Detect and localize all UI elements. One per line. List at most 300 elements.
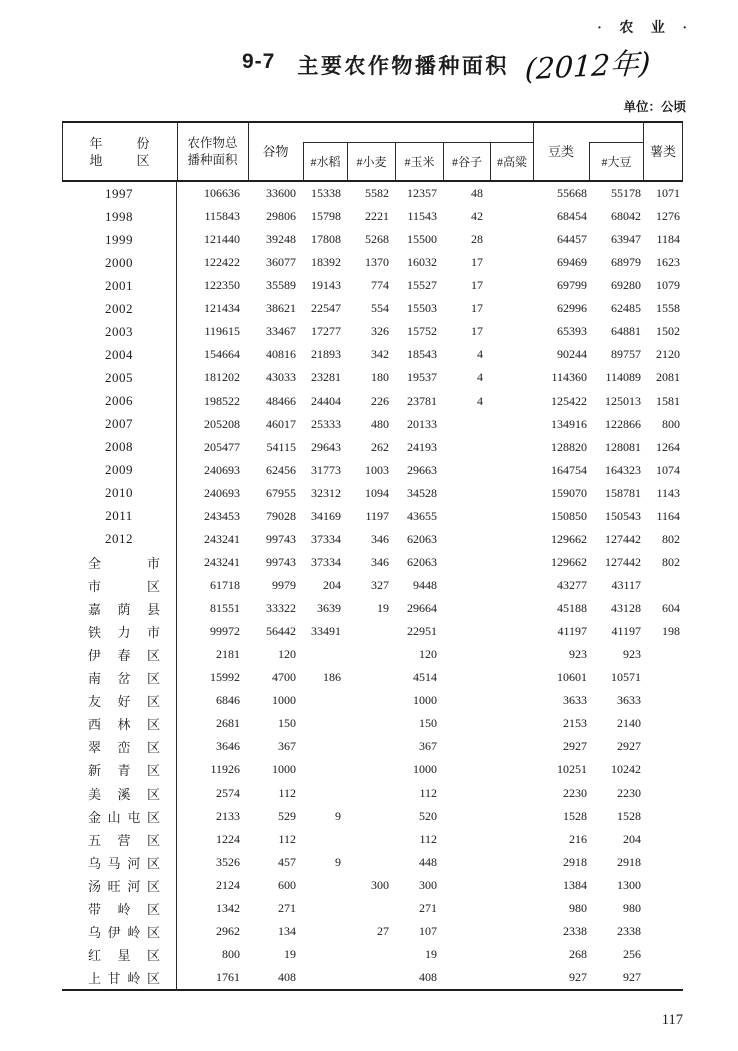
row-label: 2005 bbox=[62, 366, 177, 389]
cell-#谷子: 48 bbox=[471, 186, 483, 201]
cell-豆类: 216 bbox=[569, 831, 587, 846]
cell-谷物: 271 bbox=[278, 900, 296, 915]
row-label: 西 林 区 bbox=[62, 712, 177, 735]
row-label: 2000 bbox=[62, 251, 177, 274]
cell-#小麦: 19 bbox=[377, 601, 389, 616]
table-header bbox=[62, 121, 683, 182]
cell-谷物: 43033 bbox=[266, 370, 296, 385]
cell-#玉米: 367 bbox=[419, 739, 437, 754]
cell-谷物: 9979 bbox=[272, 577, 296, 592]
cell-#小麦: 1003 bbox=[365, 462, 389, 477]
cell-农作物总播种面积: 2124 bbox=[216, 877, 240, 892]
cell-#大豆: 164323 bbox=[605, 462, 641, 477]
cell-#小麦: 1370 bbox=[365, 255, 389, 270]
cell-#小麦: 774 bbox=[371, 278, 389, 293]
cell-#小麦: 326 bbox=[371, 324, 389, 339]
cell-#小麦: 1094 bbox=[365, 485, 389, 500]
cell-豆类: 114360 bbox=[551, 370, 587, 385]
cell-农作物总播种面积: 243453 bbox=[204, 508, 240, 523]
cell-农作物总播种面积: 122422 bbox=[204, 255, 240, 270]
cell-豆类: 65393 bbox=[557, 324, 587, 339]
page-number: 117 bbox=[661, 1012, 683, 1028]
table-row bbox=[62, 436, 683, 459]
cell-#玉米: 112 bbox=[419, 785, 437, 800]
cell-#水稻: 24404 bbox=[311, 393, 341, 408]
cell-#大豆: 1528 bbox=[617, 808, 641, 823]
cell-谷物: 54115 bbox=[266, 439, 296, 454]
cell-#小麦: 5268 bbox=[365, 232, 389, 247]
row-label: 上甘岭区 bbox=[62, 966, 177, 989]
cell-豆类: 2338 bbox=[563, 923, 587, 938]
cell-薯类: 1623 bbox=[656, 255, 680, 270]
row-label: 金山屯区 bbox=[62, 805, 177, 828]
table-row bbox=[62, 505, 683, 528]
cell-#大豆: 980 bbox=[623, 900, 641, 915]
cell-豆类: 2918 bbox=[563, 854, 587, 869]
row-label: 伊 春 区 bbox=[62, 643, 177, 666]
cell-谷物: 48466 bbox=[266, 393, 296, 408]
cell-农作物总播种面积: 15992 bbox=[210, 670, 240, 685]
cell-豆类: 125422 bbox=[551, 393, 587, 408]
cell-谷物: 36077 bbox=[266, 255, 296, 270]
cell-#大豆: 204 bbox=[623, 831, 641, 846]
header-year-region: 年 份 地 区 bbox=[89, 135, 150, 168]
row-label: 2003 bbox=[62, 320, 177, 343]
cell-#水稻: 23281 bbox=[311, 370, 341, 385]
cell-#玉米: 112 bbox=[419, 831, 437, 846]
row-label: 乌伊岭区 bbox=[62, 920, 177, 943]
row-label: 红 星 区 bbox=[62, 943, 177, 966]
cell-#水稻: 37334 bbox=[311, 554, 341, 569]
row-label: 2007 bbox=[62, 413, 177, 436]
cell-农作物总播种面积: 2133 bbox=[216, 808, 240, 823]
unit-label: 单位：公顷 bbox=[623, 100, 686, 114]
cell-#大豆: 2140 bbox=[617, 716, 641, 731]
row-label: 美 溪 区 bbox=[62, 781, 177, 804]
cell-农作物总播种面积: 154664 bbox=[204, 347, 240, 362]
table-row bbox=[62, 482, 683, 505]
row-label: 2011 bbox=[62, 505, 177, 528]
cell-#小麦: 346 bbox=[371, 554, 389, 569]
cell-谷物: 408 bbox=[278, 969, 296, 984]
cell-薯类: 1143 bbox=[656, 485, 680, 500]
cell-豆类: 10251 bbox=[557, 762, 587, 777]
cell-农作物总播种面积: 1224 bbox=[216, 831, 240, 846]
table-row bbox=[62, 413, 683, 436]
table-row bbox=[62, 828, 683, 851]
cell-#大豆: 923 bbox=[623, 647, 641, 662]
cell-农作物总播种面积: 243241 bbox=[204, 554, 240, 569]
table-row bbox=[62, 666, 683, 689]
cell-#大豆: 127442 bbox=[605, 531, 641, 546]
cell-薯类: 198 bbox=[662, 624, 680, 639]
cell-#大豆: 43128 bbox=[611, 601, 641, 616]
row-label: 市 区 bbox=[62, 574, 177, 597]
cell-豆类: 129662 bbox=[551, 554, 587, 569]
row-label: 翠 峦 区 bbox=[62, 735, 177, 758]
cell-#玉米: 34528 bbox=[407, 485, 437, 500]
table-row bbox=[62, 943, 683, 966]
row-label: 2006 bbox=[62, 390, 177, 413]
cell-农作物总播种面积: 3646 bbox=[216, 739, 240, 754]
row-label: 友 好 区 bbox=[62, 689, 177, 712]
header-cereals: 谷物 bbox=[262, 144, 289, 159]
cell-谷物: 112 bbox=[278, 785, 296, 800]
cell-#谷子: 17 bbox=[471, 301, 483, 316]
cell-薯类: 802 bbox=[662, 531, 680, 546]
table-row bbox=[62, 735, 683, 758]
cell-豆类: 90244 bbox=[557, 347, 587, 362]
table-row bbox=[62, 366, 683, 389]
row-label: 南 岔 区 bbox=[62, 666, 177, 689]
cell-#玉米: 448 bbox=[419, 854, 437, 869]
cell-#玉米: 120 bbox=[419, 647, 437, 662]
cell-豆类: 129662 bbox=[551, 531, 587, 546]
cell-谷物: 33467 bbox=[266, 324, 296, 339]
cell-农作物总播种面积: 2681 bbox=[216, 716, 240, 731]
cell-薯类: 2081 bbox=[656, 370, 680, 385]
header-beans: 豆类 bbox=[547, 144, 574, 159]
cell-谷物: 67955 bbox=[266, 485, 296, 500]
cell-豆类: 1384 bbox=[563, 877, 587, 892]
cell-谷物: 40816 bbox=[266, 347, 296, 362]
cell-豆类: 164754 bbox=[551, 462, 587, 477]
cell-谷物: 62456 bbox=[266, 462, 296, 477]
cell-#大豆: 69280 bbox=[611, 278, 641, 293]
cell-#水稻: 3639 bbox=[317, 601, 341, 616]
cell-#玉米: 11543 bbox=[407, 209, 437, 224]
row-label: 乌马河区 bbox=[62, 851, 177, 874]
cell-农作物总播种面积: 11926 bbox=[210, 762, 240, 777]
cell-#小麦: 2221 bbox=[365, 209, 389, 224]
cell-农作物总播种面积: 81551 bbox=[210, 601, 240, 616]
row-label: 汤旺河区 bbox=[62, 874, 177, 897]
table-row bbox=[62, 597, 683, 620]
cell-#大豆: 64881 bbox=[611, 324, 641, 339]
cell-薯类: 1164 bbox=[656, 508, 680, 523]
cell-谷物: 120 bbox=[278, 647, 296, 662]
cell-#谷子: 4 bbox=[477, 370, 483, 385]
cell-#水稻: 33491 bbox=[311, 624, 341, 639]
cell-#玉米: 62063 bbox=[407, 531, 437, 546]
cell-谷物: 33322 bbox=[266, 601, 296, 616]
header-soybean: #大豆 bbox=[589, 142, 643, 180]
cell-豆类: 43277 bbox=[557, 577, 587, 592]
cell-#大豆: 55178 bbox=[611, 186, 641, 201]
cell-薯类: 1074 bbox=[656, 462, 680, 477]
handwritten-year-annotation: (2012年) bbox=[523, 45, 652, 87]
row-label: 2002 bbox=[62, 297, 177, 320]
cell-#玉米: 150 bbox=[419, 716, 437, 731]
cell-#水稻: 32312 bbox=[311, 485, 341, 500]
table-row bbox=[62, 712, 683, 735]
row-label: 1999 bbox=[62, 228, 177, 251]
cell-#大豆: 63947 bbox=[611, 232, 641, 247]
cell-农作物总播种面积: 2181 bbox=[216, 647, 240, 662]
cell-#玉米: 271 bbox=[419, 900, 437, 915]
cell-#水稻: 31773 bbox=[311, 462, 341, 477]
cell-#玉米: 4514 bbox=[413, 670, 437, 685]
header-millet: #谷子 bbox=[443, 142, 490, 180]
cell-薯类: 1264 bbox=[656, 439, 680, 454]
cell-谷物: 457 bbox=[278, 854, 296, 869]
cell-薯类: 1276 bbox=[656, 209, 680, 224]
cell-#大豆: 10242 bbox=[611, 762, 641, 777]
cell-豆类: 68454 bbox=[557, 209, 587, 224]
header-total-sown-area: 农作物总 播种面积 bbox=[187, 135, 238, 167]
row-label: 新 青 区 bbox=[62, 758, 177, 781]
cell-薯类: 1184 bbox=[656, 232, 680, 247]
cell-豆类: 1528 bbox=[563, 808, 587, 823]
cell-谷物: 46017 bbox=[266, 416, 296, 431]
cell-#小麦: 300 bbox=[371, 877, 389, 892]
cell-#大豆: 2927 bbox=[617, 739, 641, 754]
cell-#玉米: 19 bbox=[425, 946, 437, 961]
cell-#水稻: 25333 bbox=[311, 416, 341, 431]
table-row bbox=[62, 320, 683, 343]
cell-#大豆: 927 bbox=[623, 969, 641, 984]
cell-#小麦: 327 bbox=[371, 577, 389, 592]
cell-#玉米: 29663 bbox=[407, 462, 437, 477]
cell-谷物: 99743 bbox=[266, 531, 296, 546]
cell-#玉米: 16032 bbox=[407, 255, 437, 270]
cell-#玉米: 43655 bbox=[407, 508, 437, 523]
cell-#大豆: 127442 bbox=[605, 554, 641, 569]
table-body bbox=[62, 182, 683, 991]
table-row bbox=[62, 205, 683, 228]
cell-#大豆: 114089 bbox=[605, 370, 641, 385]
cell-#小麦: 480 bbox=[371, 416, 389, 431]
cell-谷物: 19 bbox=[284, 946, 296, 961]
cell-豆类: 923 bbox=[569, 647, 587, 662]
cell-#水稻: 29643 bbox=[311, 439, 341, 454]
cell-#大豆: 41197 bbox=[611, 624, 641, 639]
row-label: 嘉 荫 县 bbox=[62, 597, 177, 620]
cell-#玉米: 9448 bbox=[413, 577, 437, 592]
table-row bbox=[62, 228, 683, 251]
cell-谷物: 4700 bbox=[272, 670, 296, 685]
cell-农作物总播种面积: 115843 bbox=[204, 209, 240, 224]
cell-豆类: 69799 bbox=[557, 278, 587, 293]
cell-农作物总播种面积: 121434 bbox=[204, 301, 240, 316]
cell-#大豆: 43117 bbox=[611, 577, 641, 592]
cell-农作物总播种面积: 3526 bbox=[216, 854, 240, 869]
row-label: 1997 bbox=[62, 182, 177, 205]
cell-#大豆: 10571 bbox=[611, 670, 641, 685]
table-row bbox=[62, 851, 683, 874]
cell-豆类: 64457 bbox=[557, 232, 587, 247]
cell-谷物: 150 bbox=[278, 716, 296, 731]
table-row bbox=[62, 574, 683, 597]
cell-农作物总播种面积: 2962 bbox=[216, 923, 240, 938]
row-label: 2009 bbox=[62, 459, 177, 482]
cell-#小麦: 342 bbox=[371, 347, 389, 362]
row-label: 2004 bbox=[62, 343, 177, 366]
row-label: 全 市 bbox=[62, 551, 177, 574]
cell-#谷子: 4 bbox=[477, 393, 483, 408]
cell-薯类: 1502 bbox=[656, 324, 680, 339]
cell-谷物: 35589 bbox=[266, 278, 296, 293]
cell-豆类: 3633 bbox=[563, 693, 587, 708]
header-sorghum: #高粱 bbox=[490, 142, 533, 180]
table-row bbox=[62, 620, 683, 643]
section-label: · 农 业 · bbox=[597, 21, 694, 36]
cell-#玉米: 18543 bbox=[407, 347, 437, 362]
cell-#玉米: 15752 bbox=[407, 324, 437, 339]
cell-#水稻: 22547 bbox=[311, 301, 341, 316]
header-corn: #玉米 bbox=[395, 142, 443, 180]
cell-农作物总播种面积: 240693 bbox=[204, 485, 240, 500]
cell-#水稻: 15798 bbox=[311, 209, 341, 224]
cell-#水稻: 17277 bbox=[311, 324, 341, 339]
row-label: 带 岭 区 bbox=[62, 897, 177, 920]
cell-#玉米: 408 bbox=[419, 969, 437, 984]
cell-薯类: 800 bbox=[662, 416, 680, 431]
cell-农作物总播种面积: 1342 bbox=[216, 900, 240, 915]
table-row bbox=[62, 297, 683, 320]
cell-农作物总播种面积: 61718 bbox=[210, 577, 240, 592]
cell-农作物总播种面积: 243241 bbox=[204, 531, 240, 546]
cell-#玉米: 300 bbox=[419, 877, 437, 892]
cell-豆类: 150850 bbox=[551, 508, 587, 523]
table-row bbox=[62, 182, 683, 205]
cell-谷物: 33600 bbox=[266, 186, 296, 201]
cell-#玉米: 24193 bbox=[407, 439, 437, 454]
cell-谷物: 112 bbox=[278, 831, 296, 846]
cell-农作物总播种面积: 121440 bbox=[204, 232, 240, 247]
cell-#玉米: 12357 bbox=[407, 186, 437, 201]
table-row bbox=[62, 874, 683, 897]
cell-#大豆: 2230 bbox=[617, 785, 641, 800]
row-label: 2010 bbox=[62, 482, 177, 505]
cell-#小麦: 27 bbox=[377, 923, 389, 938]
cell-#大豆: 2338 bbox=[617, 923, 641, 938]
cell-薯类: 1079 bbox=[656, 278, 680, 293]
cell-豆类: 41197 bbox=[557, 624, 587, 639]
cell-农作物总播种面积: 99972 bbox=[210, 624, 240, 639]
cell-豆类: 134916 bbox=[551, 416, 587, 431]
cell-#水稻: 204 bbox=[323, 577, 341, 592]
row-label: 2001 bbox=[62, 274, 177, 297]
table-row bbox=[62, 758, 683, 781]
cell-#玉米: 107 bbox=[419, 923, 437, 938]
cell-#大豆: 256 bbox=[623, 946, 641, 961]
cell-农作物总播种面积: 181202 bbox=[204, 370, 240, 385]
cell-豆类: 62996 bbox=[557, 301, 587, 316]
cell-#玉米: 1000 bbox=[413, 693, 437, 708]
cell-豆类: 10601 bbox=[557, 670, 587, 685]
table-row bbox=[62, 689, 683, 712]
cell-#小麦: 1197 bbox=[365, 508, 389, 523]
cell-谷物: 529 bbox=[278, 808, 296, 823]
cell-#谷子: 42 bbox=[471, 209, 483, 224]
cell-#大豆: 1300 bbox=[617, 877, 641, 892]
cell-#大豆: 62485 bbox=[611, 301, 641, 316]
cell-谷物: 56442 bbox=[266, 624, 296, 639]
table-row bbox=[62, 966, 683, 989]
cell-#大豆: 128081 bbox=[605, 439, 641, 454]
cell-豆类: 159070 bbox=[551, 485, 587, 500]
cell-#小麦: 346 bbox=[371, 531, 389, 546]
cell-#水稻: 21893 bbox=[311, 347, 341, 362]
cell-#水稻: 186 bbox=[323, 670, 341, 685]
cell-#大豆: 125013 bbox=[605, 393, 641, 408]
cell-#小麦: 262 bbox=[371, 439, 389, 454]
cell-#小麦: 554 bbox=[371, 301, 389, 316]
table-row bbox=[62, 390, 683, 413]
cell-农作物总播种面积: 240693 bbox=[204, 462, 240, 477]
cell-豆类: 45188 bbox=[557, 601, 587, 616]
cell-#水稻: 18392 bbox=[311, 255, 341, 270]
cell-#玉米: 22951 bbox=[407, 624, 437, 639]
cell-#水稻: 15338 bbox=[311, 186, 341, 201]
row-label: 铁 力 市 bbox=[62, 620, 177, 643]
cell-薯类: 1071 bbox=[656, 186, 680, 201]
table-number: 9-7 bbox=[242, 50, 276, 73]
cell-#大豆: 68042 bbox=[611, 209, 641, 224]
cell-农作物总播种面积: 1761 bbox=[216, 969, 240, 984]
cell-谷物: 134 bbox=[278, 923, 296, 938]
table-row bbox=[62, 459, 683, 482]
cell-薯类: 1558 bbox=[656, 301, 680, 316]
cell-薯类: 604 bbox=[662, 601, 680, 616]
cell-#水稻: 19143 bbox=[311, 278, 341, 293]
row-label: 2008 bbox=[62, 436, 177, 459]
cell-农作物总播种面积: 122350 bbox=[204, 278, 240, 293]
cell-#谷子: 17 bbox=[471, 255, 483, 270]
table-row bbox=[62, 897, 683, 920]
cell-#玉米: 23781 bbox=[407, 393, 437, 408]
cell-薯类: 1581 bbox=[656, 393, 680, 408]
cell-#谷子: 17 bbox=[471, 278, 483, 293]
cell-#玉米: 19537 bbox=[407, 370, 437, 385]
cell-农作物总播种面积: 205477 bbox=[204, 439, 240, 454]
cell-#小麦: 180 bbox=[371, 370, 389, 385]
cell-#玉米: 1000 bbox=[413, 762, 437, 777]
cell-谷物: 39248 bbox=[266, 232, 296, 247]
cell-农作物总播种面积: 6846 bbox=[216, 693, 240, 708]
cell-#水稻: 9 bbox=[335, 808, 341, 823]
cell-薯类: 2120 bbox=[656, 347, 680, 362]
cell-谷物: 29806 bbox=[266, 209, 296, 224]
cell-农作物总播种面积: 205208 bbox=[204, 416, 240, 431]
cell-豆类: 927 bbox=[569, 969, 587, 984]
cell-#玉米: 62063 bbox=[407, 554, 437, 569]
cell-谷物: 1000 bbox=[272, 762, 296, 777]
cell-谷物: 1000 bbox=[272, 693, 296, 708]
cell-豆类: 980 bbox=[569, 900, 587, 915]
table-row bbox=[62, 805, 683, 828]
cell-农作物总播种面积: 198522 bbox=[204, 393, 240, 408]
cell-豆类: 128820 bbox=[551, 439, 587, 454]
row-label: 1998 bbox=[62, 205, 177, 228]
row-label: 2012 bbox=[62, 528, 177, 551]
cell-#大豆: 2918 bbox=[617, 854, 641, 869]
cell-#大豆: 158781 bbox=[605, 485, 641, 500]
table-row bbox=[62, 551, 683, 574]
table-title: 主要农作物播种面积 bbox=[297, 55, 509, 78]
cell-薯类: 802 bbox=[662, 554, 680, 569]
cell-#水稻: 37334 bbox=[311, 531, 341, 546]
cell-农作物总播种面积: 119615 bbox=[204, 324, 240, 339]
cell-#大豆: 122866 bbox=[605, 416, 641, 431]
cell-#玉米: 20133 bbox=[407, 416, 437, 431]
cell-豆类: 55668 bbox=[557, 186, 587, 201]
header-rice: #水稻 bbox=[303, 142, 347, 180]
table-row bbox=[62, 643, 683, 666]
cell-#大豆: 3633 bbox=[617, 693, 641, 708]
cell-#谷子: 28 bbox=[471, 232, 483, 247]
